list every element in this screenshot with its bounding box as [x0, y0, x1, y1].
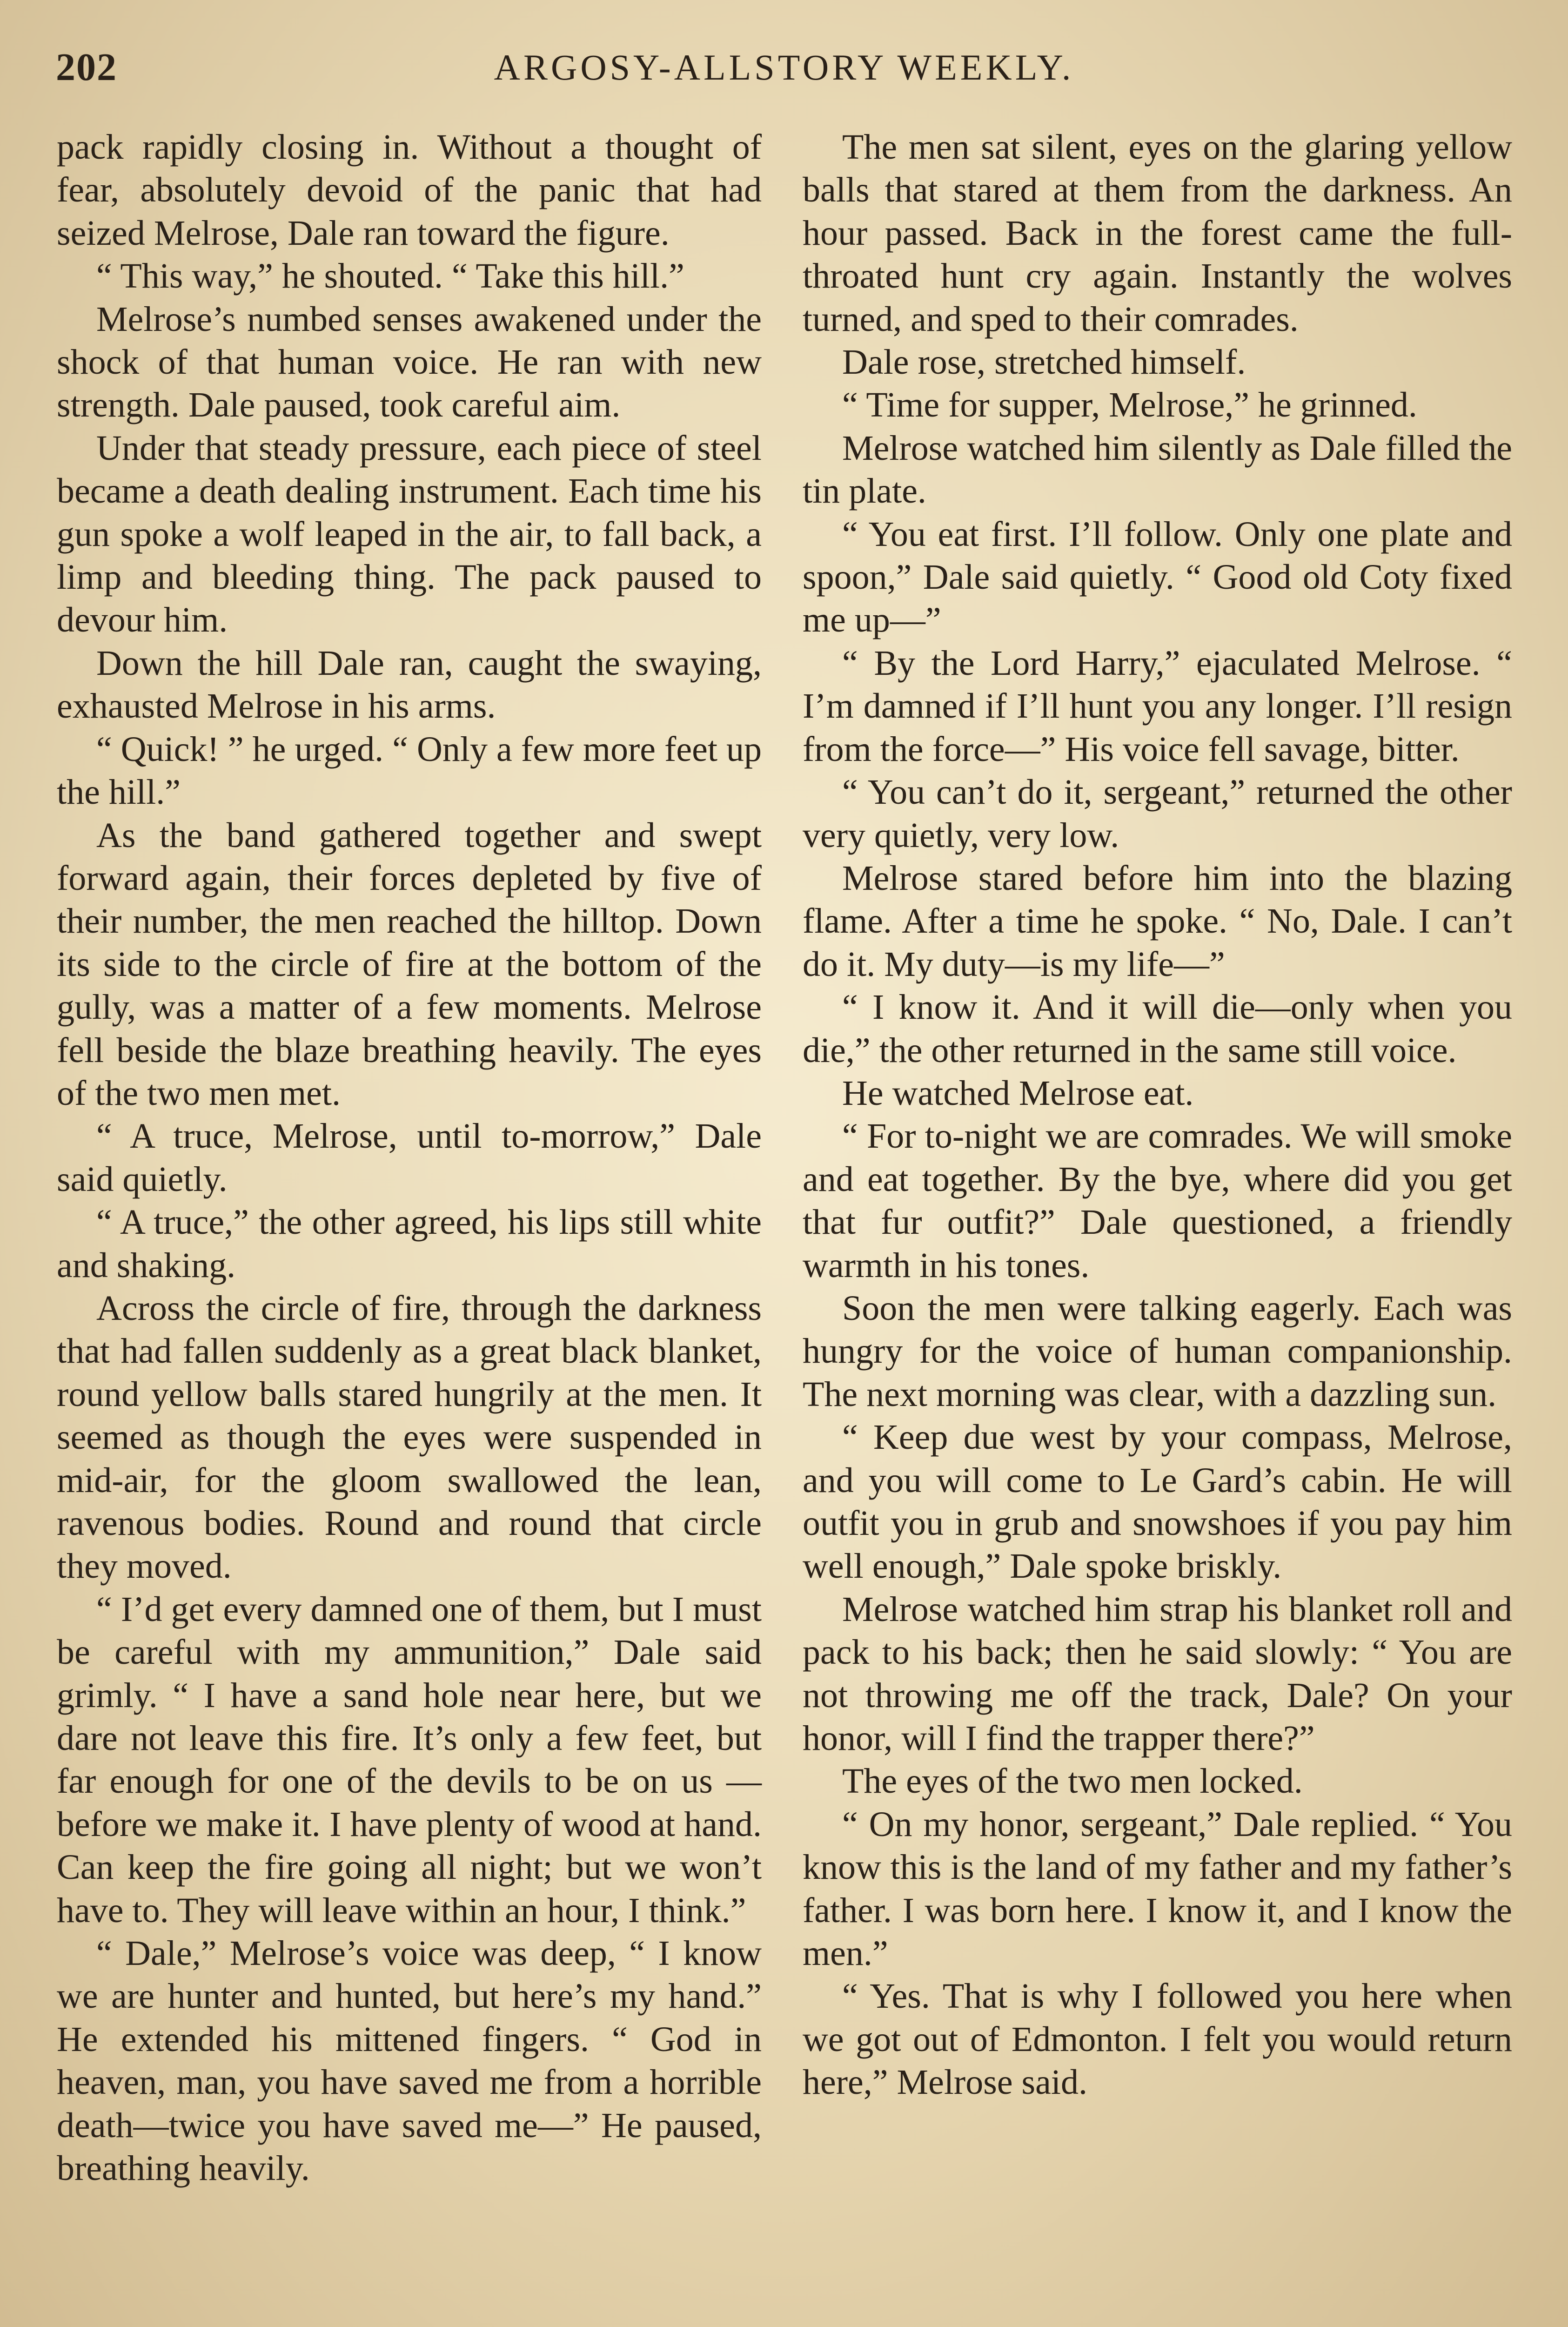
paragraph: Melrose watched him strap his blanket roll and pack to his back; then he said slowly: “ You are not throwing me off the track, Dale? On your honor, will I find the trapper there?” [803, 1589, 1512, 1758]
paragraph: “ A truce, Melrose, until to-morrow,” Dale said quietly. [57, 1116, 762, 1199]
paragraph: The men sat silent, eyes on the glaring yellow balls that stared at them from the darkness. An hour passed. Back in the forest came the full-throated hunt cry again. Instantly the wolves turned, and sped to their comrades. [803, 128, 1512, 339]
paragraph: Soon the men were talking eagerly. Each was hungry for the voice of human companionship. The next morning was clear, with a dazzling sun. [803, 1288, 1512, 1414]
paragraph: “ You can’t do it, sergeant,” returned the other very quietly, very low. [803, 773, 1512, 855]
paragraph: “ I know it. And it will die—only when you die,” the other returned in the same still voice. [803, 988, 1512, 1070]
paragraph: Melrose watched him silently as Dale filled the tin plate. [803, 428, 1512, 511]
left-column [57, 126, 762, 2190]
paragraph: Melrose stared before him into the blazing flame. After a time he spoke. “ No, Dale. I can’t do it. My duty—is my life—” [803, 858, 1512, 984]
paragraph: “ I’d get every damned one of them, but I must be careful with my ammunition,” Dale said grimly. “ I have a sand hole near here, but we dare not leave this fire. It’s only a few feet, but far enough for one of the devils to be on us —before we make it. I have plenty of wood at hand. Can keep the fire going all night; but we won’t have to. They will leave within an hour, I think.” [57, 1589, 762, 1930]
paragraph: “ Time for supper, Melrose,” he grinned. [842, 385, 1417, 425]
paragraph: Under that steady pressure, each piece of steel became a death dealing instrument. Each time his gun spoke a wolf leaped in the air, to fall back, a limp and bleeding thing. The pack paused to devour him. [57, 428, 762, 640]
paragraph: The eyes of the two men locked. [842, 1762, 1303, 1801]
right-column [803, 126, 1512, 2104]
paragraph: “ Keep due west by your compass, Melrose, and you will come to Le Gard’s cabin. He will outfit you in grub and snowshoes if you pay him well enough,” Dale spoke briskly. [803, 1418, 1512, 1586]
paragraph: Across the circle of fire, through the darkness that had fallen suddenly as a great black blanket, round yellow balls stared hungrily at the men. It seemed as though the eyes were suspended in mid-air, for the gloom swallowed the lean, ravenous bodies. Round and round that circle they moved. [57, 1288, 762, 1586]
paragraph: “ Yes. That is why I followed you here when we got out of Edmonton. I felt you would return here,” Melrose said. [803, 1977, 1512, 2102]
paragraph: “ By the Lord Harry,” ejaculated Melrose. “ I’m damned if I’ll hunt you any longer. I’ll resign from the force—” His voice fell savage, bitter. [803, 643, 1512, 769]
paragraph: “ On my honor, sergeant,” Dale replied. “ You know this is the land of my father and my father’s father. I was born here. I know it, and I know the men.” [803, 1804, 1512, 1973]
paragraph: “ For to-night we are comrades. We will smoke and eat together. By the bye, where did you get that fur outfit?” Dale questioned, a friendly warmth in his tones. [803, 1116, 1512, 1285]
paragraph: “ This way,” he shouted. “ Take this hill.” [96, 256, 684, 296]
paragraph: “ You eat first. I’ll follow. Only one plate and spoon,” Dale said quietly. “ Good old Coty fixed me up—” [803, 514, 1512, 640]
paragraph: “ A truce,” the other agreed, his lips still white and shaking. [57, 1203, 762, 1285]
paragraph: Down the hill Dale ran, caught the swaying, exhausted Melrose in his arms. [57, 643, 762, 726]
paragraph: He watched Melrose eat. [842, 1073, 1194, 1113]
running-head [56, 45, 1512, 96]
journal-title: ARGOSY-ALLSTORY WEEKLY. [494, 47, 1074, 87]
paragraph: pack rapidly closing in. Without a thought of fear, absolutely devoid of the panic that had seized Melrose, Dale ran toward the figure. [57, 128, 762, 253]
page-number: 202 [56, 46, 117, 89]
paragraph: “ Quick! ” he urged. “ Only a few more feet up the hill.” [57, 729, 762, 812]
paragraph: Dale rose, stretched himself. [842, 343, 1246, 382]
paragraph: “ Dale,” Melrose’s voice was deep, “ I know we are hunter and hunted, but here’s my hand.” He extended his mittened fingers. “ God in heaven, man, you have saved me from a horrible death—twice you have saved me—” He paused, breathing heavily. [57, 1934, 762, 2188]
paragraph: Melrose’s numbed senses awakened under the shock of that human voice. He ran with new strength. Dale paused, took careful aim. [57, 299, 762, 425]
paragraph: As the band gathered together and swept forward again, their forces depleted by five of their number, the men reached the hilltop. Down its side to the circle of fire at the bottom of the gully, was a matter of a few moments. Melrose fell beside the blaze breathing heavily. The eyes of the two men met. [57, 815, 762, 1113]
